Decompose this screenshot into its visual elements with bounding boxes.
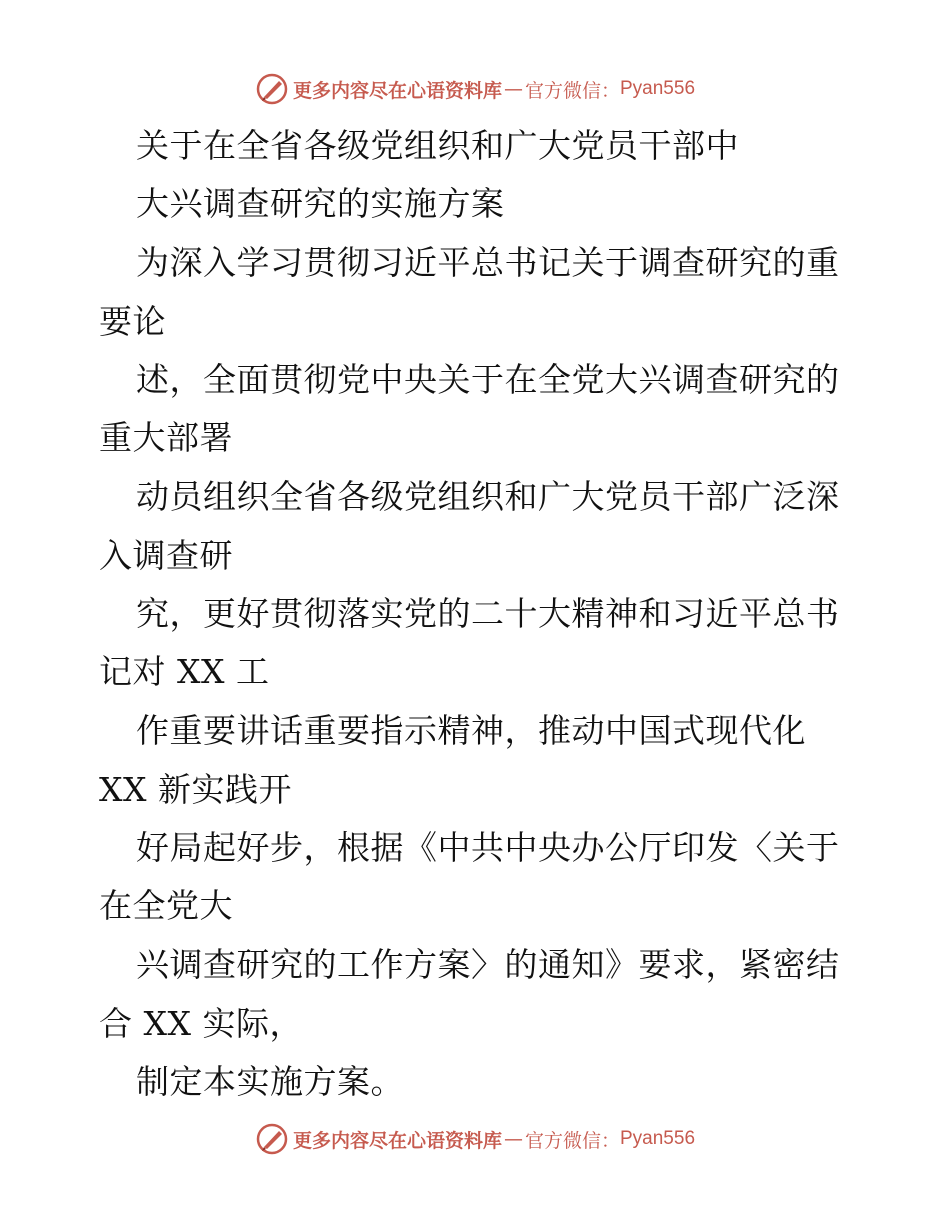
quill-logo-icon — [255, 1122, 289, 1156]
paragraph-line: 兴调查研究的工作方案〉的通知》要求，紧密结 — [136, 945, 840, 984]
watermark-handle: Pyan556 — [620, 78, 696, 99]
paragraph-line: 合 XX 实际， — [99, 1004, 303, 1043]
paragraph-line: 作重要讲话重要指示精神，推动中国式现代化 — [136, 711, 806, 750]
paragraph-line: 入调查研 — [99, 536, 233, 575]
footer-watermark — [0, 1119, 950, 1159]
watermark-site-name: 更多内容尽在心语资料库 — [292, 79, 502, 102]
watermark-official-label: 官方微信： — [524, 1129, 620, 1152]
paragraph-line: 动员组织全省各级党组织和广大党员干部广泛深 — [136, 477, 840, 516]
paragraph-line: 究，更好贯彻落实党的二十大精神和习近平总书 — [136, 594, 840, 633]
paragraph-line: 制定本实施方案。 — [136, 1062, 404, 1101]
paragraph-line: 为深入学习贯彻习近平总书记关于调查研究的重 — [136, 243, 840, 282]
paragraph-line: XX 新实践开 — [99, 770, 292, 809]
document-title-line-1: 关于在全省各级党组织和广大党员干部中 — [136, 126, 739, 165]
paragraph-line: 述，全面贯彻党中央关于在全党大兴调查研究的 — [136, 360, 840, 399]
paragraph-line: 记对 XX 工 — [99, 652, 270, 691]
watermark-handle: Pyan556 — [620, 1128, 696, 1149]
header-watermark — [0, 69, 950, 109]
watermark-dash: — — [503, 78, 523, 100]
watermark-dash: — — [503, 1128, 523, 1150]
watermark-site-name: 更多内容尽在心语资料库 — [292, 1129, 502, 1152]
paragraph-line: 在全党大 — [99, 886, 233, 925]
document-title-line-2: 大兴调查研究的实施方案 — [136, 184, 505, 223]
paragraph-line: 要论 — [99, 302, 166, 341]
watermark-official-label: 官方微信： — [524, 79, 620, 102]
paragraph-line: 重大部署 — [99, 418, 233, 457]
paragraph-line: 好局起好步，根据《中共中央办公厅印发〈关于 — [136, 828, 840, 867]
quill-logo-icon — [255, 72, 289, 106]
